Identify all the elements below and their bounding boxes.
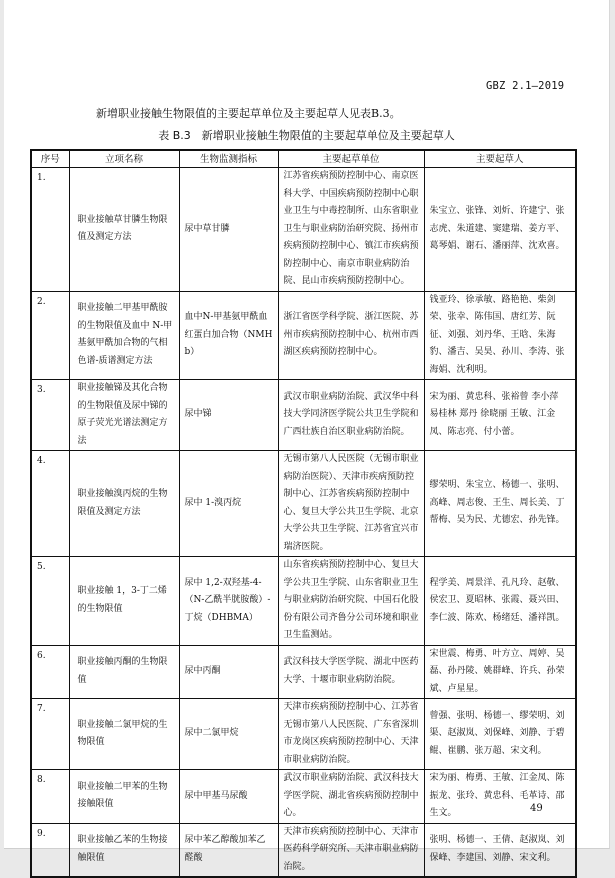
cell-no: 2. bbox=[31, 291, 69, 380]
cell-name: 职业接触二甲基甲酰胺的生物限值及血中 N-甲基氨甲酰加合物的气相色谱-质谱测定方法 bbox=[69, 291, 179, 380]
cell-indicator: 尿中草甘膦 bbox=[179, 168, 278, 292]
cell-drafters: 宋世震、梅勇、叶方立、周婷、吴磊、孙丹陵、姚群峰、许兵、孙荣斌、卢星星。 bbox=[424, 645, 576, 699]
cell-name: 职业接触二氯甲烷的生物限值 bbox=[69, 699, 179, 770]
column-header-name: 立项名称 bbox=[69, 150, 179, 168]
cell-drafters: 张明、杨德一、王倩、赵淑岚、刘保峰、李建国、刘静、宋文利。 bbox=[424, 823, 576, 877]
cell-drafters: 钱亚玲、徐承敏、路艳艳、柴剑荣、张幸、陈伟国、唐红芳、阮征、刘强、刘丹华、王晗、朱海豹、潘吉、吴昊、孙川、李涛、张海娟、沈利明。 bbox=[424, 291, 576, 380]
table-header-row bbox=[31, 150, 576, 168]
cell-drafters: 程学美、周景洋、孔凡玲、赵敬、侯宏卫、夏昭林、张霞、聂兴田、李仁波、陈欢、杨绪廷、潘祥凯。 bbox=[424, 557, 576, 646]
cell-indicator: 尿中二氯甲烷 bbox=[179, 699, 278, 770]
column-header-no: 序号 bbox=[31, 150, 69, 168]
cell-name: 职业接触溴丙烷的生物限值及测定方法 bbox=[69, 451, 179, 557]
cell-units: 武汉市职业病防治院、武汉华中科技大学同济医学院公共卫生学院和广西壮族自治区职业病防治院。 bbox=[278, 380, 424, 451]
cell-units: 天津市疾病预防控制中心、江苏省无锡市第八人民医院、广东省深圳市龙岗区疾病预防控制中心、天津市职业病防治院。 bbox=[278, 699, 424, 770]
cell-indicator: 尿中锑 bbox=[179, 380, 278, 451]
cell-drafters: 朱宝立、张锋、刘炘、许建宁、张志虎、朱道建、窦建瑞、姜方平、葛琴娟、谢石、潘丽萍、沈欢喜。 bbox=[424, 168, 576, 292]
table-row bbox=[31, 770, 576, 824]
cell-name: 职业接触二甲苯的生物接触限值 bbox=[69, 770, 179, 824]
cell-units: 武汉市职业病防治院、武汉科技大学医学院、湖北省疾病预防控制中心。 bbox=[278, 770, 424, 824]
cell-name: 职业接触锑及其化合物的生物限值及尿中锑的原子荧光光谱法测定方法 bbox=[69, 380, 179, 451]
cell-drafters: 宋为丽、黄忠科、张裕曾 李小萍 易桂林 郑丹 徐晓丽 王敏、江金凤、陈志亮、付小蕾。 bbox=[424, 380, 576, 451]
cell-name: 职业接触 1，3-丁二烯的生物限值 bbox=[69, 557, 179, 646]
cell-indicator: 尿中丙酮 bbox=[179, 645, 278, 699]
cell-no: 5. bbox=[31, 557, 69, 646]
cell-units: 天津市疾病预防控制中心、天津市医药科学研究所、天津市职业病防治院。 bbox=[278, 823, 424, 877]
cell-no: 6. bbox=[31, 645, 69, 699]
cell-indicator: 尿中甲基马尿酸 bbox=[179, 770, 278, 824]
cell-units: 山东省疾病预防控制中心、复旦大学公共卫生学院、山东省职业卫生与职业病防治研究院、中国石化股份有限公司齐鲁分公司环境和职业卫生监测站。 bbox=[278, 557, 424, 646]
cell-units: 武汉科技大学医学院、湖北中医药大学、十堰市职业病防治院。 bbox=[278, 645, 424, 699]
table-row bbox=[31, 451, 576, 557]
cell-no: 7. bbox=[31, 699, 69, 770]
cell-indicator: 血中N-甲基氨甲酰血红蛋白加合物（NMHb） bbox=[179, 291, 278, 380]
column-header-units: 主要起草单位 bbox=[278, 150, 424, 168]
cell-no: 8. bbox=[31, 770, 69, 824]
column-header-indicator: 生物监测指标 bbox=[179, 150, 278, 168]
intro-paragraph: 新增职业接触生物限值的主要起草单位及主要起草人见表B.3。 bbox=[96, 107, 401, 120]
cell-drafters: 宋为丽、梅勇、王敏、江金凤、陈振龙、张玲、黄忠科、毛革诗、邵生文。 bbox=[424, 770, 576, 824]
cell-no: 9. bbox=[31, 823, 69, 877]
cell-drafters: 曾强、张明、杨德一、缪荣明、刘渠、赵淑岚、刘保峰、刘静、于碧鲲、崔鹏、张万超、宋文利。 bbox=[424, 699, 576, 770]
table-row bbox=[31, 823, 576, 877]
table-row bbox=[31, 699, 576, 770]
cell-no: 3. bbox=[31, 380, 69, 451]
cell-name: 职业接触丙酮的生物限值 bbox=[69, 645, 179, 699]
cell-no: 1. bbox=[31, 168, 69, 292]
drafters-table bbox=[30, 149, 577, 878]
cell-indicator: 尿中 1-溴丙烷 bbox=[179, 451, 278, 557]
cell-units: 浙江省医学科学院、浙江医院、苏州市疾病预防控制中心、杭州市西湖区疾病预防控制中心。 bbox=[278, 291, 424, 380]
cell-units: 江苏省疾病预防控制中心、南京医科大学、中国疾病预防控制中心职业卫生与中毒控制所、山东省职业卫生与职业病防治研究院、扬州市疾病预防控制中心、镇江市疾病预防控制中心、南京市职业病防治院、昆山市疾病预防控制中心。 bbox=[278, 168, 424, 292]
cell-units: 无锡市第八人民医院（无锡市职业病防治医院）、天津市疾病预防控制中心、江苏省疾病预防控制中心、复旦大学公共卫生学院、北京大学公共卫生学院、江苏省宜兴市瑞济医院。 bbox=[278, 451, 424, 557]
table-row bbox=[31, 557, 576, 646]
cell-name: 职业接触乙苯的生物接触限值 bbox=[69, 823, 179, 877]
cell-indicator: 尿中苯乙醇酸加苯乙醛酸 bbox=[179, 823, 278, 877]
page-number: 49 bbox=[530, 803, 543, 814]
cell-name: 职业接触草甘膦生物限值及测定方法 bbox=[69, 168, 179, 292]
table-row bbox=[31, 168, 576, 292]
cell-drafters: 缪荣明、朱宝立、杨德一、张明、高峰、周志俊、王生、周长美、丁帮梅、吴为民、尤德宏、孙先锋。 bbox=[424, 451, 576, 557]
table-row bbox=[31, 380, 576, 451]
table-caption: 表 B.3 新增职业接触生物限值的主要起草单位及主要起草人 bbox=[158, 129, 455, 142]
standard-number: GBZ 2.1—2019 bbox=[486, 80, 565, 92]
cell-indicator: 尿中 1,2-双羟基-4-（N-乙酰半胱胺酸）-丁烷（DHBMA） bbox=[179, 557, 278, 646]
table-row bbox=[31, 291, 576, 380]
column-header-drafters: 主要起草人 bbox=[424, 150, 576, 168]
table-row bbox=[31, 645, 576, 699]
cell-no: 4. bbox=[31, 451, 69, 557]
